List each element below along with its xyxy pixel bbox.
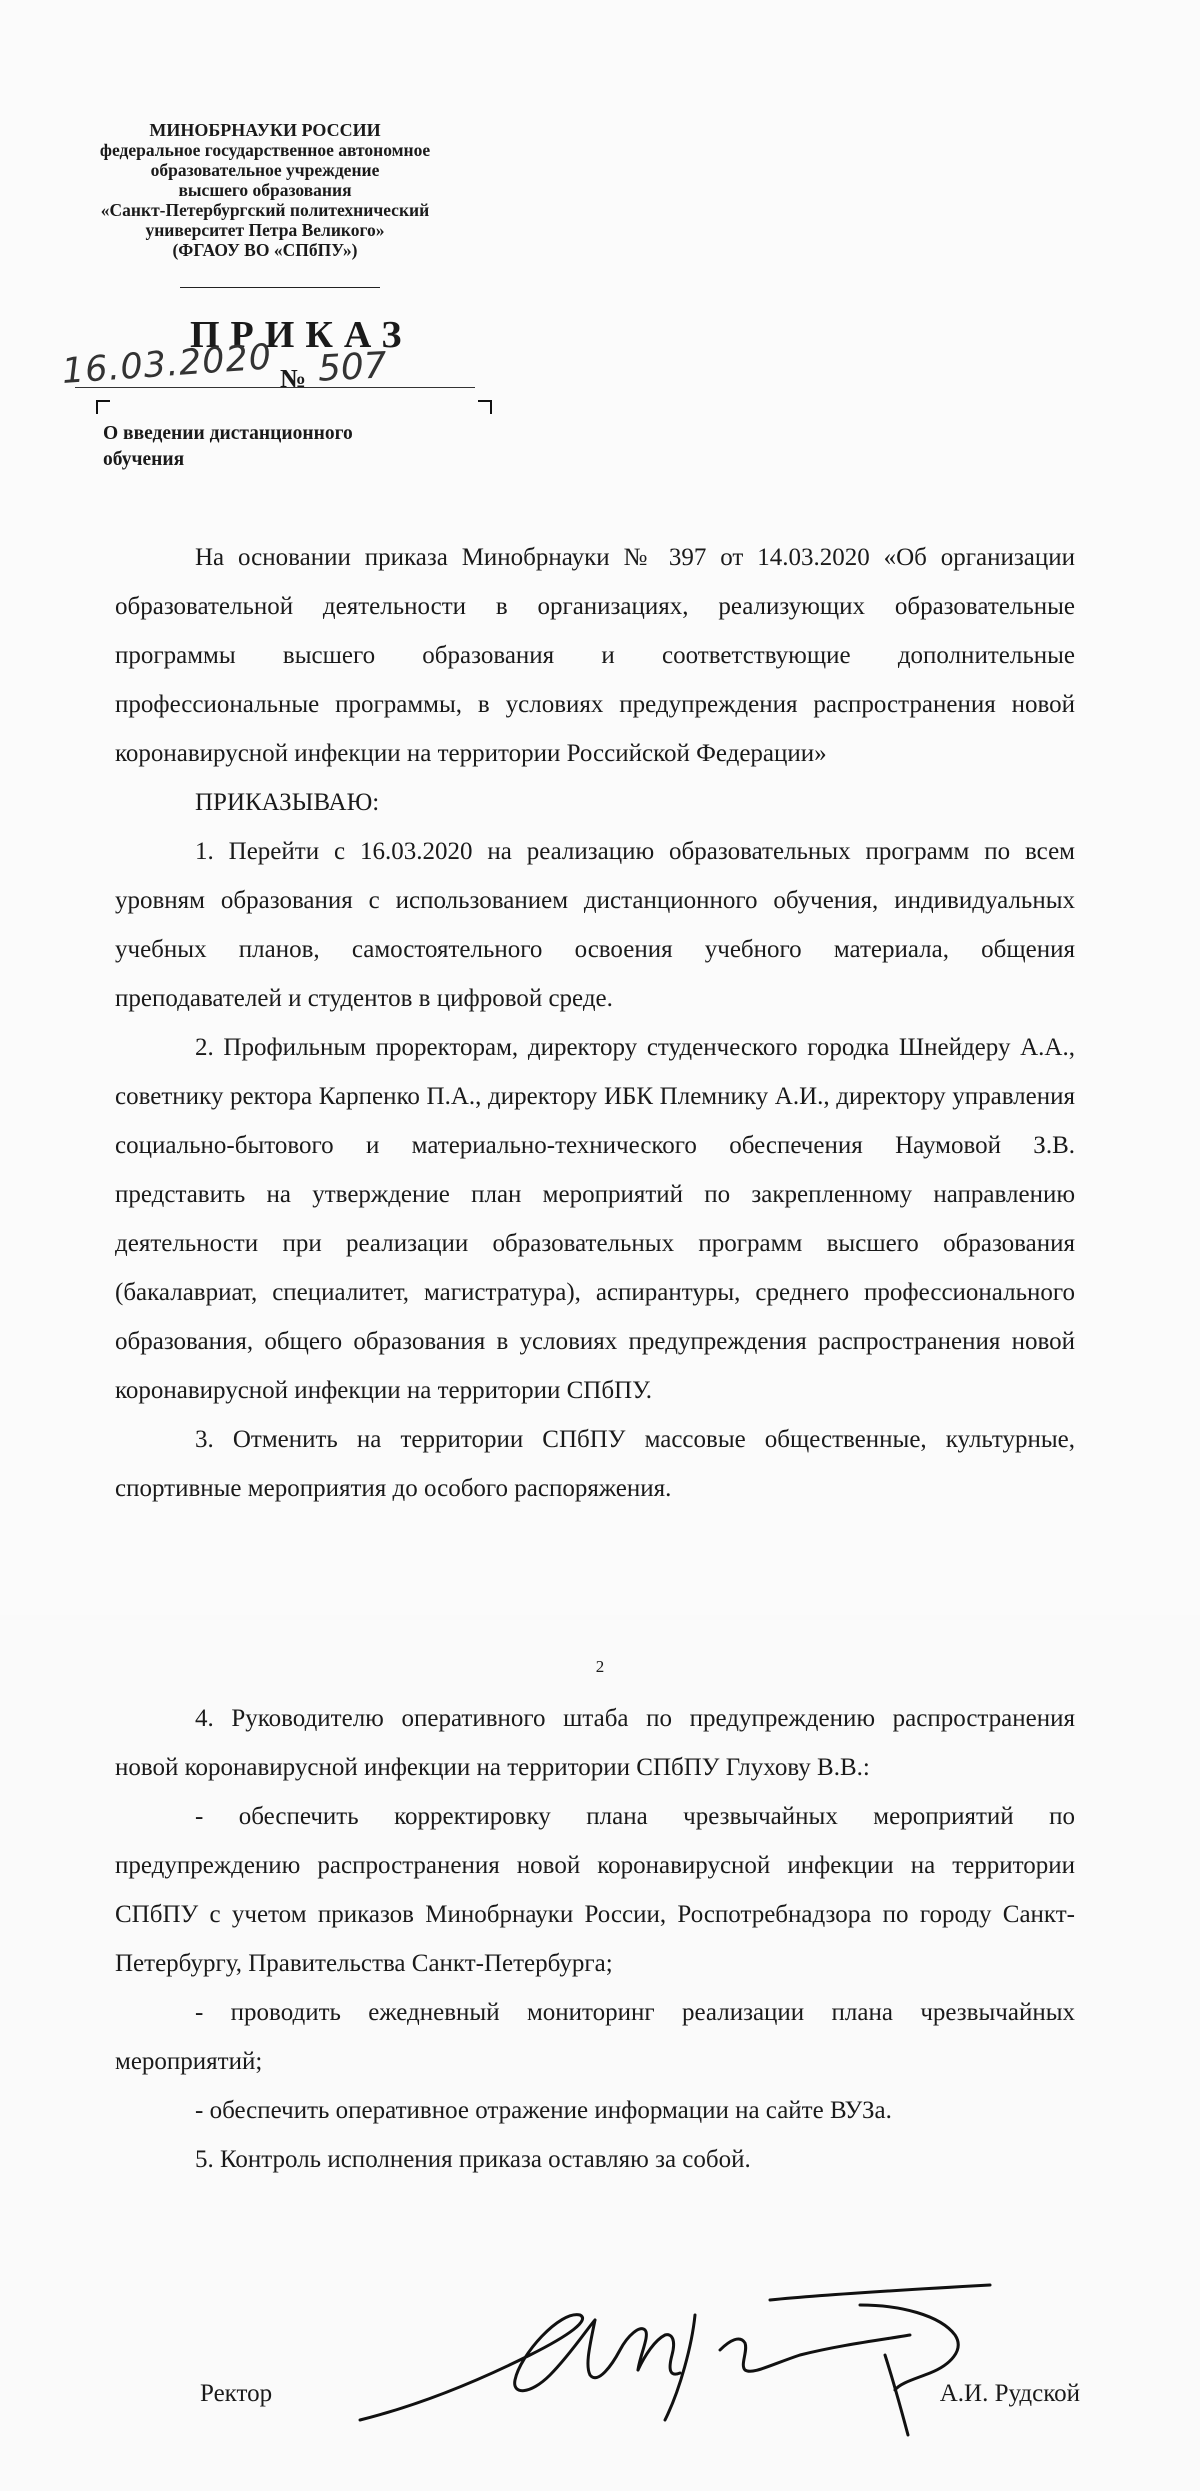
order-directive-heading: ПРИКАЗЫВАЮ: [195, 789, 380, 816]
order-title: ПРИКАЗ [190, 314, 413, 356]
page-number: 2 [595, 1657, 605, 1676]
handwritten-signature [340, 2205, 1020, 2465]
order-item-4-subitem: - обеспечить корректировку плана чрезвычайных мероприятий по предупреждению распространения новой коронавирусной инфекции на территории СПбПУ с учетом приказов Минобрнауки России, Роспотребнадзора по городу Санкт-Петербургу, Правительства Санкт-Петербурга; [115, 1803, 1075, 1977]
order-body-page-1 [115, 533, 1075, 1513]
order-number-label: № [280, 364, 307, 393]
subject-line: обучения [103, 449, 185, 470]
order-item-2: 2. Профильным проректорам, директору студенческого городка Шнейдеру А.А., советнику ректора Карпенко П.А., директору ИБК Племнику А.И., директору управления социально-бытового и материально-технического обеспечения Наумовой З.В. представить на утверждение план мероприятий по закрепленному направлению деятельности при реализации образовательных программ высшего образования (бакалавриат, специалитет, магистратура), аспирантуры, среднего профессионального образования, общего образования в условиях предупреждения распространения новой коронавирусной инфекции на территории СПбПУ. [115, 1034, 1075, 1404]
order-item-4: 4. Руководителю оперативного штаба по предупреждению распространения новой коронавирусной инфекции на территории СПбПУ Глухову В.В.: [115, 1705, 1075, 1781]
order-item-4-subitem: - проводить ежедневный мониторинг реализации плана чрезвычайных мероприятий; [115, 1999, 1075, 2075]
institution-line: высшего образования [178, 180, 352, 200]
institution-line: образовательное учреждение [150, 160, 380, 180]
header-divider [180, 287, 380, 288]
institution-abbreviation: (ФГАОУ ВО «СПбПУ») [172, 240, 358, 260]
institution-line: университет Петра Великого» [145, 220, 385, 240]
order-number-handwritten: 507 [316, 345, 388, 390]
institution-header [95, 120, 435, 260]
institution-line: федеральное государственное автономное [99, 140, 431, 160]
order-item-5: 5. Контроль исполнения приказа оставляю за собой. [195, 2146, 751, 2173]
subject-bracket-left [96, 400, 110, 414]
subject-bracket-right [478, 400, 492, 414]
preamble-paragraph: На основании приказа Минобрнауки № 397 от 14.03.2020 «Об организации образовательной деятельности в организациях, реализующих образовательные программы высшего образования и соответствующие дополнительные профессиональные программы, в условиях предупреждения распространения новой коронавирусной инфекции на территории Российской Федерации» [115, 544, 1075, 767]
order-date-number-line [75, 387, 475, 388]
document-page-2 [0, 1615, 1200, 2491]
order-item-1: 1. Перейти с 16.03.2020 на реализацию образовательных программ по всем уровням образования с использованием дистанционного обучения, индивидуальных учебных планов, самостоятельного освоения учебного материала, общения преподавателей и студентов в цифровой среде. [115, 838, 1075, 1012]
order-subject [103, 421, 463, 473]
order-item-3: 3. Отменить на территории СПбПУ массовые общественные, культурные, спортивные мероприятия до особого распоряжения. [115, 1426, 1075, 1502]
order-date-handwritten: 16.03.2020 [60, 337, 274, 392]
order-body-page-2 [115, 1694, 1075, 2184]
signatory-title: Ректор [200, 2380, 273, 2407]
order-item-4-subitem: - обеспечить оперативное отражение информации на сайте ВУЗа. [195, 2097, 892, 2124]
ministry-name: МИНОБРНАУКИ РОССИИ [149, 120, 381, 140]
institution-line: «Санкт-Петербургский политехнический [100, 200, 430, 220]
subject-line: О введении дистанционного [103, 423, 353, 444]
signatory-name: А.И. Рудской [939, 2380, 1080, 2407]
